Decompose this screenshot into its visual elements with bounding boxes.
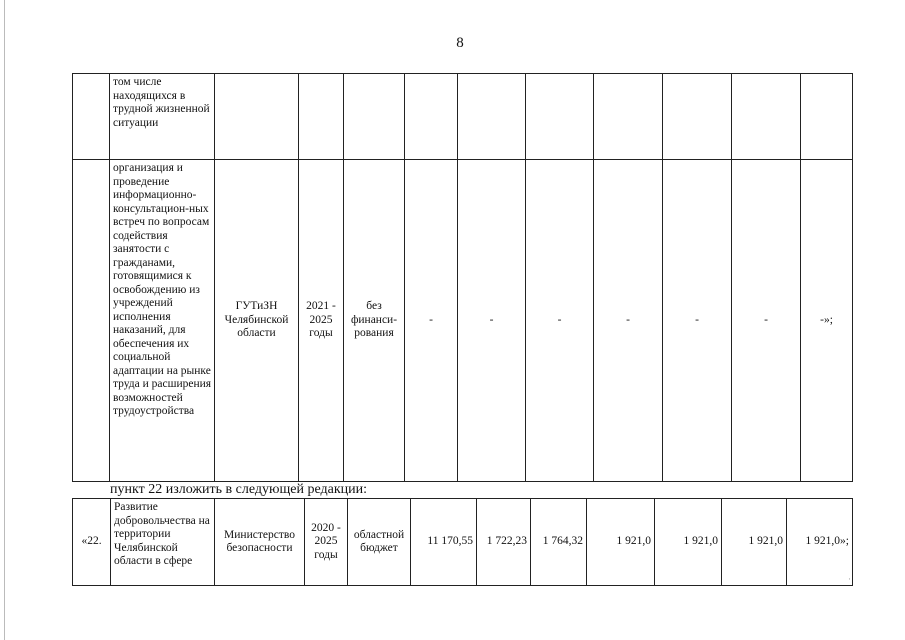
funding-source-cell: без финанси-рования [344,160,405,482]
period-cell: 2020 - 2025 годы [305,499,348,586]
amount-cell-last: -»; [801,160,853,482]
amount-cell-last: 1 921,0»; [787,499,853,586]
table-cell [405,74,458,160]
amount-cell: - [732,160,801,482]
amount-cell: 11 170,55 [411,499,477,586]
executor-cell: Министерство безопасности [215,499,305,586]
program-table-item-22 [72,498,853,586]
measure-cell: организация и проведение информационно-консультацион-ных встреч по вопросам содействия занятости с гражданами, готовящимися к освобождению из учреждений исполнения наказаний, для обеспечения их социальной адаптации на рынке труда и расширения возможностей трудоустройства [110,160,215,482]
amount-cell: - [663,160,732,482]
table-cell [526,74,594,160]
table-cell [663,74,732,160]
page-number: 8 [456,35,464,51]
table-cell [215,74,299,160]
table-row [73,74,853,160]
amount-cell: - [458,160,526,482]
program-table-continued [72,73,853,482]
amount-cell: 1 921,0 [587,499,655,586]
table-cell [732,74,801,160]
amount-cell: 1 921,0 [655,499,722,586]
period-cell: 2021 - 2025 годы [299,160,344,482]
table-row [73,499,853,586]
executor-cell: ГУТиЗН Челябинской области [215,160,299,482]
instruction-text: пункт 22 изложить в следующей редакции: [110,482,367,497]
scan-speck: · [848,574,851,584]
amount-cell: 1 764,32 [531,499,587,586]
amount-cell: 1 722,23 [477,499,531,586]
table-cell [73,160,110,482]
table-cell [594,74,663,160]
table-cell [299,74,344,160]
amount-cell: - [594,160,663,482]
amount-cell: 1 921,0 [722,499,787,586]
table-cell [458,74,526,160]
table-cell [73,74,110,160]
table-row [73,160,853,482]
item-number-cell: «22. [73,499,111,586]
page-edge-line [4,0,5,640]
measure-cell: том числе находящихся в трудной жизненной ситуации [110,74,215,160]
table-cell [344,74,405,160]
funding-source-cell: областной бюджет [348,499,411,586]
amount-cell: - [405,160,458,482]
amount-cell: - [526,160,594,482]
measure-cell: Развитие добровольчества на территории Челябинской области в сфере [111,499,215,586]
table-cell [801,74,853,160]
